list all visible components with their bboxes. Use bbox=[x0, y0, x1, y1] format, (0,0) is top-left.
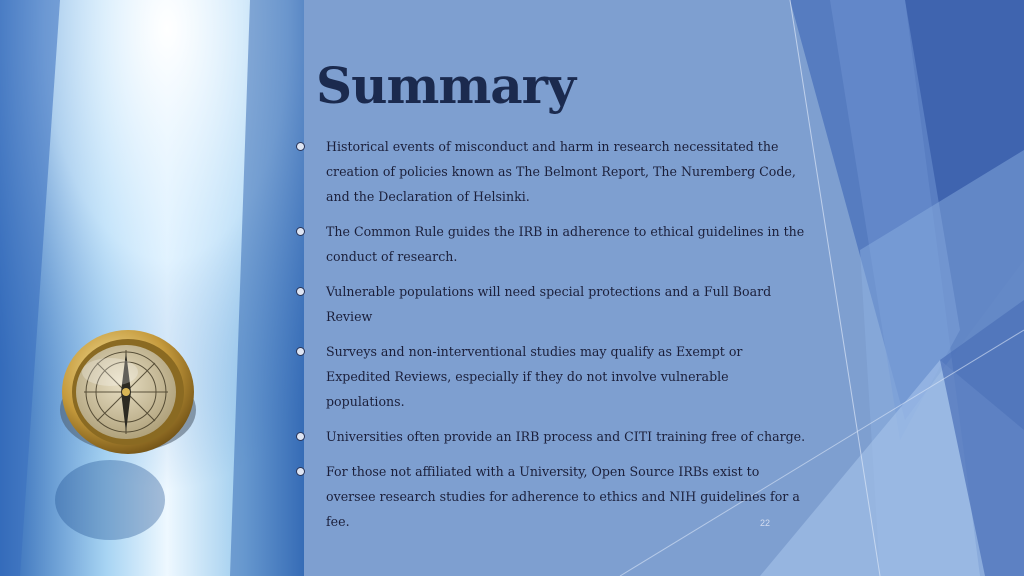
compass-icon bbox=[0, 0, 304, 576]
bullet-list bbox=[296, 134, 810, 544]
list-item bbox=[296, 219, 810, 269]
list-item bbox=[296, 134, 810, 209]
bullet-text: Vulnerable populations will need special protections and a Full Board Review bbox=[326, 284, 772, 324]
circle-bullet-icon bbox=[296, 287, 305, 296]
bullet-text: Universities often provide an IRB process and CITI training free of charge. bbox=[326, 429, 806, 444]
slide-title: Summary bbox=[316, 56, 576, 115]
circle-bullet-icon bbox=[296, 227, 305, 236]
list-item bbox=[296, 459, 810, 534]
bullet-text: Historical events of misconduct and harm in research necessitated the creation of policies known as The Belmont Report, The Nuremberg Code, and the Declaration of Helsinki. bbox=[326, 139, 796, 204]
circle-bullet-icon bbox=[296, 467, 305, 476]
circle-bullet-icon bbox=[296, 347, 305, 356]
list-item bbox=[296, 279, 810, 329]
circle-bullet-icon bbox=[296, 432, 305, 441]
page-number: 22 bbox=[760, 518, 771, 528]
list-item bbox=[296, 424, 810, 449]
bullet-text: The Common Rule guides the IRB in adherence to ethical guidelines in the conduct of research. bbox=[326, 224, 805, 264]
bullet-text: For those not affiliated with a University, Open Source IRBs exist to oversee research studies for adherence to ethics and NIH guidelines for a fee. bbox=[326, 464, 800, 529]
list-item bbox=[296, 339, 810, 414]
compass-photo bbox=[0, 0, 304, 576]
bullet-text: Surveys and non-interventional studies may qualify as Exempt or Expedited Reviews, especially if they do not involve vulnerable populations. bbox=[326, 344, 743, 409]
circle-bullet-icon bbox=[296, 142, 305, 151]
